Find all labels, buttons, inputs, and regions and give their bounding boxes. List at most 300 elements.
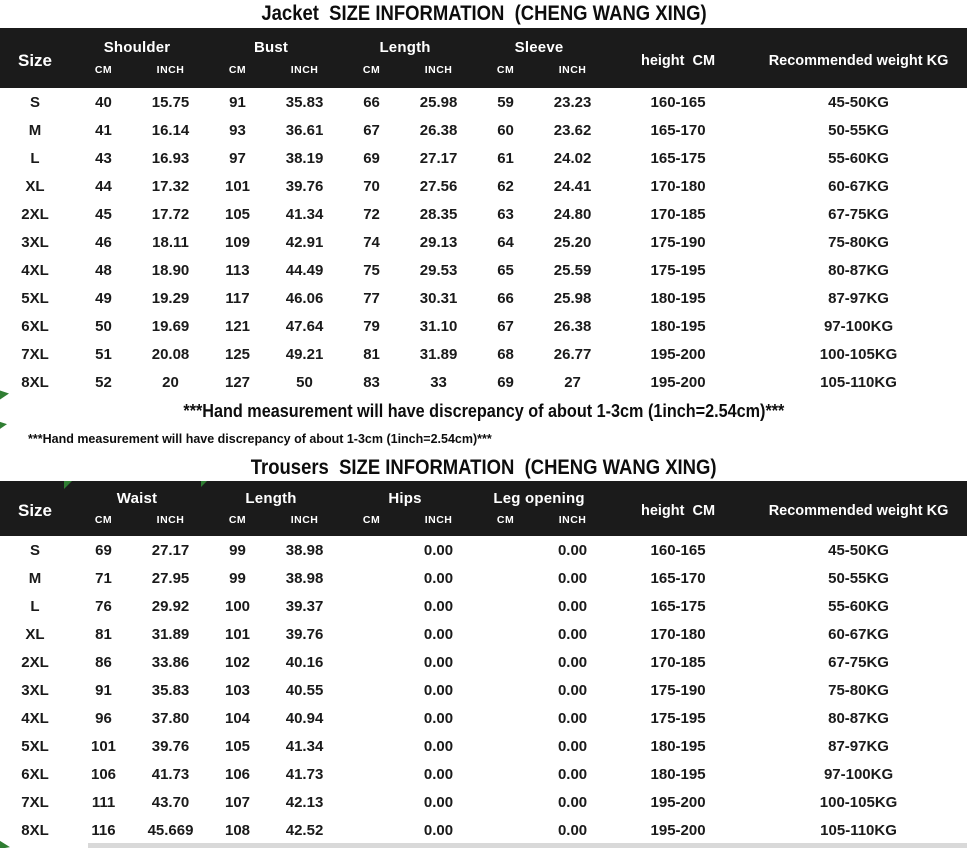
value-cell: 27.17	[151, 541, 190, 559]
value-cell	[338, 536, 405, 564]
size-cell: S	[29, 93, 40, 111]
value-cell: 87-97KG	[828, 737, 889, 755]
table-row	[0, 732, 967, 760]
value-cell: 170-185	[650, 205, 706, 223]
value-cell: 91	[95, 681, 112, 699]
value-cell: 106	[225, 765, 251, 783]
value-cell: 24.80	[553, 205, 592, 223]
value-cell: 113	[225, 261, 250, 279]
value-cell: 97	[229, 149, 246, 167]
value-cell: 60	[497, 121, 514, 139]
value-cell: 0.00	[557, 541, 588, 559]
value-cell: 102	[225, 653, 251, 671]
value-cell: 23.23	[553, 93, 592, 111]
value-cell: 52	[95, 373, 112, 391]
value-cell: 42.13	[285, 793, 324, 811]
table-row	[0, 88, 967, 116]
value-cell: 19.29	[151, 289, 190, 307]
value-cell: 0.00	[423, 597, 454, 615]
size-cell: L	[30, 149, 40, 167]
value-cell	[338, 592, 405, 620]
value-cell: 0.00	[557, 765, 588, 783]
value-cell: 17.72	[151, 205, 190, 223]
value-cell	[472, 760, 539, 788]
table-row	[0, 704, 967, 732]
size-cell: 8XL	[21, 821, 49, 839]
value-cell: 35.83	[285, 93, 324, 111]
unit-cm-label: CM	[94, 514, 113, 526]
trousers-section	[0, 454, 967, 844]
size-cell: M	[28, 121, 42, 139]
value-cell: 69	[95, 541, 112, 559]
value-cell: 0.00	[423, 681, 454, 699]
table-row	[0, 256, 967, 284]
value-cell	[472, 816, 539, 844]
value-cell: 0.00	[423, 793, 454, 811]
value-cell: 80-87KG	[828, 261, 889, 279]
jacket-title-text: Jacket SIZE INFORMATION (CHENG WANG XING)	[260, 2, 707, 25]
size-cell: M	[28, 569, 42, 587]
size-cell: 6XL	[21, 765, 49, 783]
value-cell	[472, 592, 539, 620]
value-cell: 72	[363, 205, 380, 223]
value-cell: 33.86	[151, 653, 190, 671]
size-cell: L	[30, 597, 40, 615]
value-cell: 46	[95, 233, 112, 251]
value-cell: 63	[497, 205, 514, 223]
table-row	[0, 788, 967, 816]
unit-cm-label: CM	[362, 64, 381, 76]
value-cell: 91	[229, 93, 246, 111]
unit-cm-label: CM	[362, 514, 381, 526]
table-row	[0, 284, 967, 312]
value-cell: 0.00	[557, 821, 588, 839]
unit-cm-label: CM	[496, 64, 515, 76]
value-cell: 86	[95, 653, 112, 671]
value-cell: 40.94	[285, 709, 324, 727]
value-cell: 0.00	[557, 681, 588, 699]
value-cell: 40.16	[285, 653, 324, 671]
table-row	[0, 536, 967, 564]
value-cell	[338, 732, 405, 760]
size-cell: S	[29, 541, 40, 559]
jacket-col-shoulder: Shoulder	[103, 38, 171, 56]
value-cell: 97-100KG	[823, 765, 894, 783]
value-cell: 100	[225, 597, 251, 615]
value-cell: 18.11	[152, 233, 189, 251]
value-cell: 41.73	[285, 765, 324, 783]
table-row	[0, 648, 967, 676]
unit-cm-label: CM	[496, 514, 515, 526]
value-cell	[338, 760, 405, 788]
table-row	[0, 564, 967, 592]
value-cell: 121	[225, 317, 251, 335]
value-cell: 68	[497, 345, 514, 363]
value-cell: 109	[225, 233, 251, 251]
table-row	[0, 676, 967, 704]
value-cell: 0.00	[557, 653, 588, 671]
value-cell: 31.10	[419, 317, 458, 335]
value-cell: 93	[229, 121, 246, 139]
value-cell: 31.89	[151, 625, 190, 643]
value-cell: 101	[90, 737, 117, 755]
value-cell: 170-180	[650, 177, 706, 195]
value-cell: 44	[95, 177, 112, 195]
value-cell: 87-97KG	[828, 289, 889, 307]
value-cell: 97-100KG	[823, 317, 894, 335]
value-cell: 125	[225, 345, 251, 363]
value-cell: 175-190	[650, 681, 706, 699]
value-cell: 69	[363, 149, 380, 167]
value-cell: 175-190	[650, 233, 706, 251]
unit-inch-label: INCH	[558, 514, 587, 526]
unit-inch-label: INCH	[290, 64, 319, 76]
value-cell: 60-67KG	[828, 625, 889, 643]
value-cell: 105	[225, 737, 251, 755]
value-cell: 165-175	[650, 597, 706, 615]
value-cell: 50-55KG	[828, 121, 889, 139]
value-cell	[472, 536, 539, 564]
table-row	[0, 340, 967, 368]
jacket-col-length: Length	[379, 38, 431, 56]
value-cell: 45-50KG	[828, 93, 889, 111]
value-cell: 160-165	[650, 541, 706, 559]
value-cell: 76	[95, 597, 112, 615]
value-cell: 29.13	[419, 233, 458, 251]
value-cell: 18.90	[151, 261, 190, 279]
value-cell: 77	[363, 289, 380, 307]
value-cell: 165-175	[650, 149, 706, 167]
size-cell: 3XL	[21, 233, 49, 251]
size-cell: 4XL	[21, 261, 49, 279]
value-cell: 127	[225, 373, 251, 391]
size-cell: 5XL	[21, 737, 49, 755]
value-cell: 41.34	[285, 205, 324, 223]
value-cell: 16.93	[151, 149, 190, 167]
value-cell: 81	[95, 625, 112, 643]
value-cell	[472, 704, 539, 732]
value-cell	[338, 648, 405, 676]
value-cell: 195-200	[650, 821, 706, 839]
value-cell	[338, 788, 405, 816]
value-cell: 83	[363, 373, 380, 391]
value-cell: 39.76	[151, 737, 190, 755]
value-cell: 180-195	[650, 289, 706, 307]
value-cell: 45	[95, 205, 112, 223]
value-cell: 0.00	[423, 821, 454, 839]
value-cell: 175-195	[650, 261, 706, 279]
value-cell: 105	[225, 205, 251, 223]
bottom-edge-strip	[88, 843, 967, 848]
value-cell: 111	[91, 793, 116, 811]
value-cell: 75	[363, 261, 380, 279]
trousers-col-length: Length	[245, 490, 297, 507]
value-cell: 27.17	[419, 149, 458, 167]
value-cell	[338, 620, 405, 648]
value-cell: 48	[95, 261, 112, 279]
table-row	[0, 816, 967, 844]
value-cell: 64	[497, 233, 514, 251]
measurement-note-large	[0, 396, 967, 424]
value-cell: 40	[95, 93, 112, 111]
size-cell: XL	[25, 177, 45, 195]
table-row	[0, 172, 967, 200]
value-cell	[472, 788, 539, 816]
trousers-table-header	[0, 481, 967, 536]
value-cell: 50	[95, 317, 112, 335]
value-cell: 180-195	[650, 765, 706, 783]
value-cell	[338, 816, 405, 844]
value-cell: 65	[497, 261, 514, 279]
value-cell: 67	[497, 317, 514, 335]
value-cell	[338, 564, 405, 592]
value-cell: 36.61	[285, 121, 324, 139]
unit-inch-label: INCH	[424, 514, 453, 526]
jacket-col-sleeve: Sleeve	[514, 38, 564, 56]
value-cell: 0.00	[423, 569, 454, 587]
table-row	[0, 592, 967, 620]
size-cell: XL	[25, 625, 45, 643]
value-cell: 117	[225, 289, 250, 307]
value-cell: 0.00	[423, 625, 454, 643]
value-cell: 42.91	[285, 233, 324, 251]
value-cell: 47.64	[285, 317, 324, 335]
value-cell: 160-165	[650, 93, 706, 111]
value-cell	[472, 732, 539, 760]
value-cell: 62	[497, 177, 514, 195]
unit-cm-label: CM	[94, 64, 113, 76]
value-cell: 38.19	[285, 149, 324, 167]
value-cell: 40.55	[285, 681, 324, 699]
value-cell: 26.38	[419, 121, 458, 139]
value-cell: 0.00	[423, 653, 454, 671]
table-row	[0, 200, 967, 228]
value-cell: 107	[225, 793, 251, 811]
table-row	[0, 116, 967, 144]
measurement-note-small: ***Hand measurement will have discrepancy of about 1-3cm (1inch=2.54cm)***	[28, 432, 492, 446]
value-cell: 0.00	[423, 737, 454, 755]
unit-inch-label: INCH	[558, 64, 587, 76]
value-cell: 104	[225, 709, 251, 727]
value-cell: 96	[95, 709, 112, 727]
size-cell: 7XL	[21, 793, 49, 811]
value-cell: 165-170	[650, 569, 706, 587]
table-row	[0, 144, 967, 172]
value-cell: 105-110KG	[820, 821, 897, 839]
value-cell: 25.98	[419, 93, 458, 111]
value-cell: 16.14	[151, 121, 190, 139]
value-cell: 25.98	[553, 289, 592, 307]
value-cell: 101	[225, 177, 251, 195]
value-cell: 0.00	[557, 709, 588, 727]
value-cell: 25.20	[553, 233, 592, 251]
value-cell: 99	[229, 569, 246, 587]
unit-inch-label: INCH	[290, 514, 319, 526]
size-cell: 6XL	[21, 317, 49, 335]
unit-inch-label: INCH	[156, 514, 185, 526]
value-cell: 43	[95, 149, 112, 167]
value-cell: 195-200	[650, 373, 706, 391]
value-cell: 45-50KG	[828, 541, 889, 559]
value-cell: 180-195	[650, 317, 706, 335]
value-cell: 41.73	[151, 765, 190, 783]
value-cell: 180-195	[650, 737, 706, 755]
value-cell: 0.00	[423, 541, 454, 559]
green-watermark-fragment	[201, 481, 207, 487]
value-cell: 38.98	[285, 569, 324, 587]
value-cell: 60-67KG	[828, 177, 889, 195]
value-cell: 61	[497, 149, 514, 167]
table-row	[0, 620, 967, 648]
size-cell: 3XL	[21, 681, 49, 699]
value-cell: 0.00	[557, 625, 588, 643]
value-cell: 45.669	[147, 821, 194, 839]
value-cell: 43.70	[151, 793, 190, 811]
value-cell: 80-87KG	[828, 709, 889, 727]
value-cell: 0.00	[557, 569, 588, 587]
value-cell: 49.21	[285, 345, 324, 363]
value-cell: 75-80KG	[828, 681, 889, 699]
jacket-col-height: height CM	[640, 53, 716, 69]
value-cell: 99	[229, 541, 246, 559]
value-cell: 108	[225, 821, 251, 839]
unit-inch-label: INCH	[424, 64, 453, 76]
value-cell: 71	[95, 569, 112, 587]
jacket-table-header	[0, 28, 967, 88]
jacket-col-size: Size	[17, 51, 53, 70]
trousers-size-table	[0, 481, 967, 844]
value-cell: 55-60KG	[828, 597, 889, 615]
trousers-col-leg-opening: Leg opening	[493, 490, 585, 507]
size-cell: 2XL	[21, 653, 49, 671]
value-cell: 27	[564, 373, 581, 391]
trousers-col-size: Size	[17, 501, 53, 520]
value-cell: 20.08	[151, 345, 190, 363]
trousers-col-weight: Recommended weight KG	[768, 503, 949, 519]
value-cell: 41.34	[285, 737, 324, 755]
trousers-table-body	[0, 536, 967, 844]
value-cell: 23.62	[553, 121, 592, 139]
value-cell: 24.02	[553, 149, 592, 167]
value-cell: 37.80	[151, 709, 190, 727]
table-row	[0, 312, 967, 340]
value-cell	[472, 676, 539, 704]
size-cell: 5XL	[21, 289, 49, 307]
value-cell: 0.00	[423, 765, 454, 783]
value-cell	[338, 704, 405, 732]
value-cell: 51	[95, 345, 112, 363]
value-cell: 0.00	[557, 597, 588, 615]
jacket-table-body	[0, 88, 967, 396]
value-cell: 75-80KG	[828, 233, 889, 251]
jacket-col-bust: Bust	[253, 38, 289, 56]
trousers-col-waist: Waist	[116, 490, 158, 507]
value-cell: 17.32	[151, 177, 190, 195]
value-cell	[472, 648, 539, 676]
value-cell: 69	[497, 373, 514, 391]
value-cell: 0.00	[557, 793, 588, 811]
value-cell: 175-195	[650, 709, 706, 727]
jacket-col-weight: Recommended weight KG	[768, 53, 949, 69]
value-cell: 39.37	[285, 597, 324, 615]
size-cell: 8XL	[21, 373, 49, 391]
unit-cm-label: CM	[228, 64, 247, 76]
trousers-title-text: Trousers SIZE INFORMATION (CHENG WANG XING)	[250, 456, 717, 479]
value-cell: 41	[95, 121, 112, 139]
value-cell: 33	[430, 373, 447, 391]
value-cell: 39.76	[285, 625, 324, 643]
size-cell: 7XL	[21, 345, 49, 363]
value-cell: 15.75	[151, 93, 190, 111]
value-cell	[338, 676, 405, 704]
value-cell	[472, 620, 539, 648]
value-cell: 70	[363, 177, 380, 195]
value-cell: 79	[363, 317, 380, 335]
value-cell: 38.98	[285, 541, 324, 559]
value-cell: 170-185	[650, 653, 706, 671]
value-cell: 66	[363, 93, 380, 111]
value-cell: 29.92	[151, 597, 190, 615]
value-cell: 25.59	[553, 261, 592, 279]
table-row	[0, 368, 967, 396]
value-cell: 27.56	[419, 177, 458, 195]
green-watermark-fragment	[0, 839, 10, 848]
value-cell: 55-60KG	[828, 149, 889, 167]
green-watermark-fragment	[64, 481, 72, 489]
value-cell: 50	[296, 373, 313, 391]
table-row	[0, 760, 967, 788]
value-cell	[472, 564, 539, 592]
value-cell: 50-55KG	[828, 569, 889, 587]
value-cell: 116	[91, 821, 116, 839]
value-cell: 100-105KG	[819, 345, 898, 363]
value-cell: 39.76	[285, 177, 324, 195]
value-cell: 103	[225, 681, 251, 699]
value-cell: 20	[162, 373, 179, 391]
value-cell: 35.83	[151, 681, 190, 699]
jacket-section	[0, 0, 967, 396]
value-cell: 101	[225, 625, 251, 643]
value-cell: 30.31	[419, 289, 458, 307]
jacket-title	[0, 0, 967, 28]
value-cell: 105-110KG	[820, 373, 897, 391]
value-cell: 0.00	[557, 737, 588, 755]
value-cell: 66	[497, 289, 514, 307]
value-cell: 67	[363, 121, 380, 139]
value-cell: 49	[95, 289, 112, 307]
value-cell: 195-200	[650, 793, 706, 811]
value-cell: 74	[363, 233, 380, 251]
value-cell: 0.00	[423, 709, 454, 727]
value-cell: 67-75KG	[828, 205, 889, 223]
value-cell: 26.38	[553, 317, 592, 335]
value-cell: 100-105KG	[819, 793, 898, 811]
value-cell: 195-200	[650, 345, 706, 363]
value-cell: 106	[90, 765, 117, 783]
value-cell: 42.52	[285, 821, 324, 839]
table-row	[0, 228, 967, 256]
value-cell: 26.77	[553, 345, 592, 363]
measurement-note-large-text: ***Hand measurement will have discrepancy of about 1-3cm (1inch=2.54cm)***	[183, 401, 784, 421]
value-cell: 170-180	[650, 625, 706, 643]
size-cell: 2XL	[21, 205, 49, 223]
value-cell: 28.35	[419, 205, 458, 223]
trousers-title	[0, 454, 967, 481]
value-cell: 67-75KG	[828, 653, 889, 671]
value-cell: 27.95	[151, 569, 190, 587]
trousers-col-hips: Hips	[388, 490, 422, 507]
unit-inch-label: INCH	[156, 64, 185, 76]
